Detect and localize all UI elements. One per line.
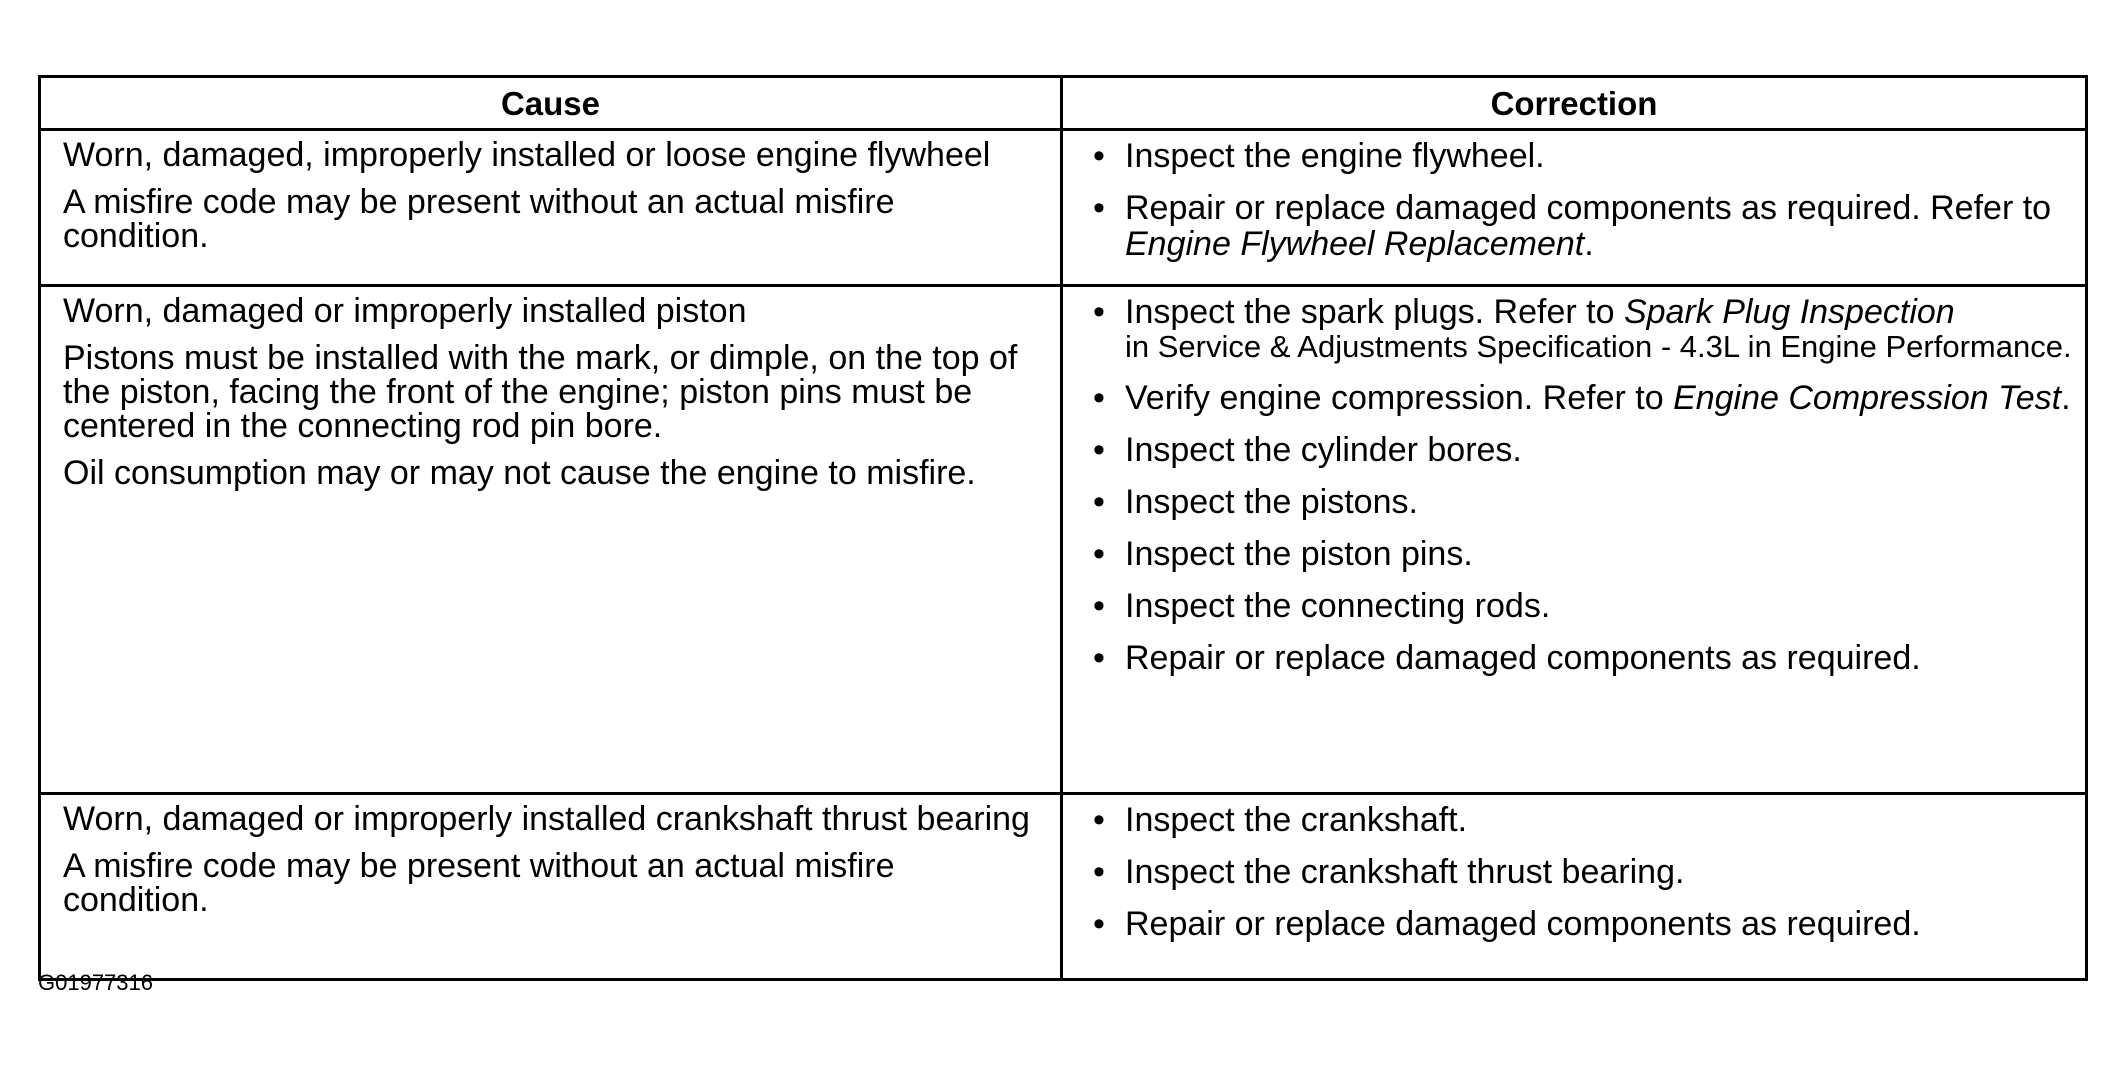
correction-text: Inspect the pistons.: [1125, 483, 1418, 521]
correction-text: Repair or replace damaged components as required.: [1125, 905, 1921, 943]
bullet-icon: •: [1093, 587, 1105, 625]
correction-text: Inspect the connecting rods.: [1125, 587, 1551, 625]
column-header-cause: Cause: [40, 77, 1062, 130]
cause-note: Pistons must be installed with the mark, or dimple, on the top of the piston, facing the front of the engine; piston pins must be centered in the connecting rod pin bore.: [63, 339, 1018, 445]
correction-list: [1081, 802, 2077, 942]
correction-item: [1081, 190, 2077, 262]
cause-note: A misfire code may be present without an actual misfire condition.: [63, 183, 895, 255]
cause-title: Worn, damaged or improperly installed crankshaft thrust bearing: [63, 800, 1030, 838]
correction-cell: [1062, 130, 2087, 286]
bullet-icon: •: [1093, 905, 1105, 943]
bullet-icon: •: [1093, 639, 1105, 677]
correction-item: [1081, 802, 2077, 838]
bullet-icon: •: [1093, 483, 1105, 521]
correction-item: [1081, 432, 2077, 468]
bullet-icon: •: [1093, 535, 1105, 573]
table-row: [40, 130, 2087, 286]
correction-item: [1081, 640, 2077, 676]
correction-text: Verify engine compression. Refer to: [1125, 379, 1674, 417]
correction-item: [1081, 138, 2077, 174]
correction-cell: [1062, 794, 2087, 980]
cause-note: Oil consumption may or may not cause the engine to misfire.: [63, 454, 976, 492]
correction-text: Inspect the crankshaft.: [1125, 801, 1468, 839]
bullet-icon: •: [1093, 431, 1105, 469]
bullet-icon: •: [1093, 189, 1105, 227]
correction-item: [1081, 380, 2077, 416]
correction-text: Inspect the spark plugs. Refer to: [1125, 293, 1624, 331]
bullet-icon: •: [1093, 293, 1105, 331]
table-row: [40, 286, 2087, 794]
correction-item: [1081, 854, 2077, 890]
table-row: [40, 794, 2087, 980]
correction-subtext: in Service & Adjustments Specification - 4.3L in Engine Performance.: [1125, 329, 2072, 364]
procedure-reference: Spark Plug Inspection: [1623, 293, 1955, 331]
correction-item: [1081, 294, 2077, 364]
table-header-row: [40, 77, 2087, 130]
correction-text: Inspect the crankshaft thrust bearing.: [1125, 853, 1685, 891]
cause-cell: [40, 286, 1062, 794]
correction-text: Inspect the piston pins.: [1125, 535, 1473, 573]
correction-text: Inspect the engine flywheel.: [1125, 137, 1545, 175]
correction-text: Repair or replace damaged components as required.: [1125, 639, 1921, 677]
correction-text-end: .: [2061, 379, 2071, 417]
correction-text-end: .: [1584, 225, 1594, 263]
cause-cell: [40, 794, 1062, 980]
cause-title: Worn, damaged or improperly installed piston: [63, 292, 747, 330]
bullet-icon: •: [1093, 379, 1105, 417]
cause-cell: [40, 130, 1062, 286]
cause-note: A misfire code may be present without an actual misfire condition.: [63, 847, 895, 919]
correction-text: Repair or replace damaged components as required. Refer to: [1125, 189, 2052, 227]
procedure-reference: Engine Compression Test: [1673, 379, 2062, 417]
correction-item: [1081, 484, 2077, 520]
correction-item: [1081, 906, 2077, 942]
bullet-icon: •: [1093, 801, 1105, 839]
figure-id: G01977316: [38, 970, 153, 995]
correction-text: Inspect the cylinder bores.: [1125, 431, 1522, 469]
correction-list: [1081, 138, 2077, 262]
bullet-icon: •: [1093, 137, 1105, 175]
bullet-icon: •: [1093, 853, 1105, 891]
correction-item: [1081, 588, 2077, 624]
procedure-reference: Engine Flywheel Replacement: [1125, 225, 1585, 263]
correction-cell: [1062, 286, 2087, 794]
correction-item: [1081, 536, 2077, 572]
cause-title: Worn, damaged, improperly installed or loose engine flywheel: [63, 136, 991, 174]
column-header-correction: Correction: [1062, 77, 2087, 130]
correction-list: [1081, 294, 2077, 676]
diagnostic-table: [38, 75, 2088, 981]
